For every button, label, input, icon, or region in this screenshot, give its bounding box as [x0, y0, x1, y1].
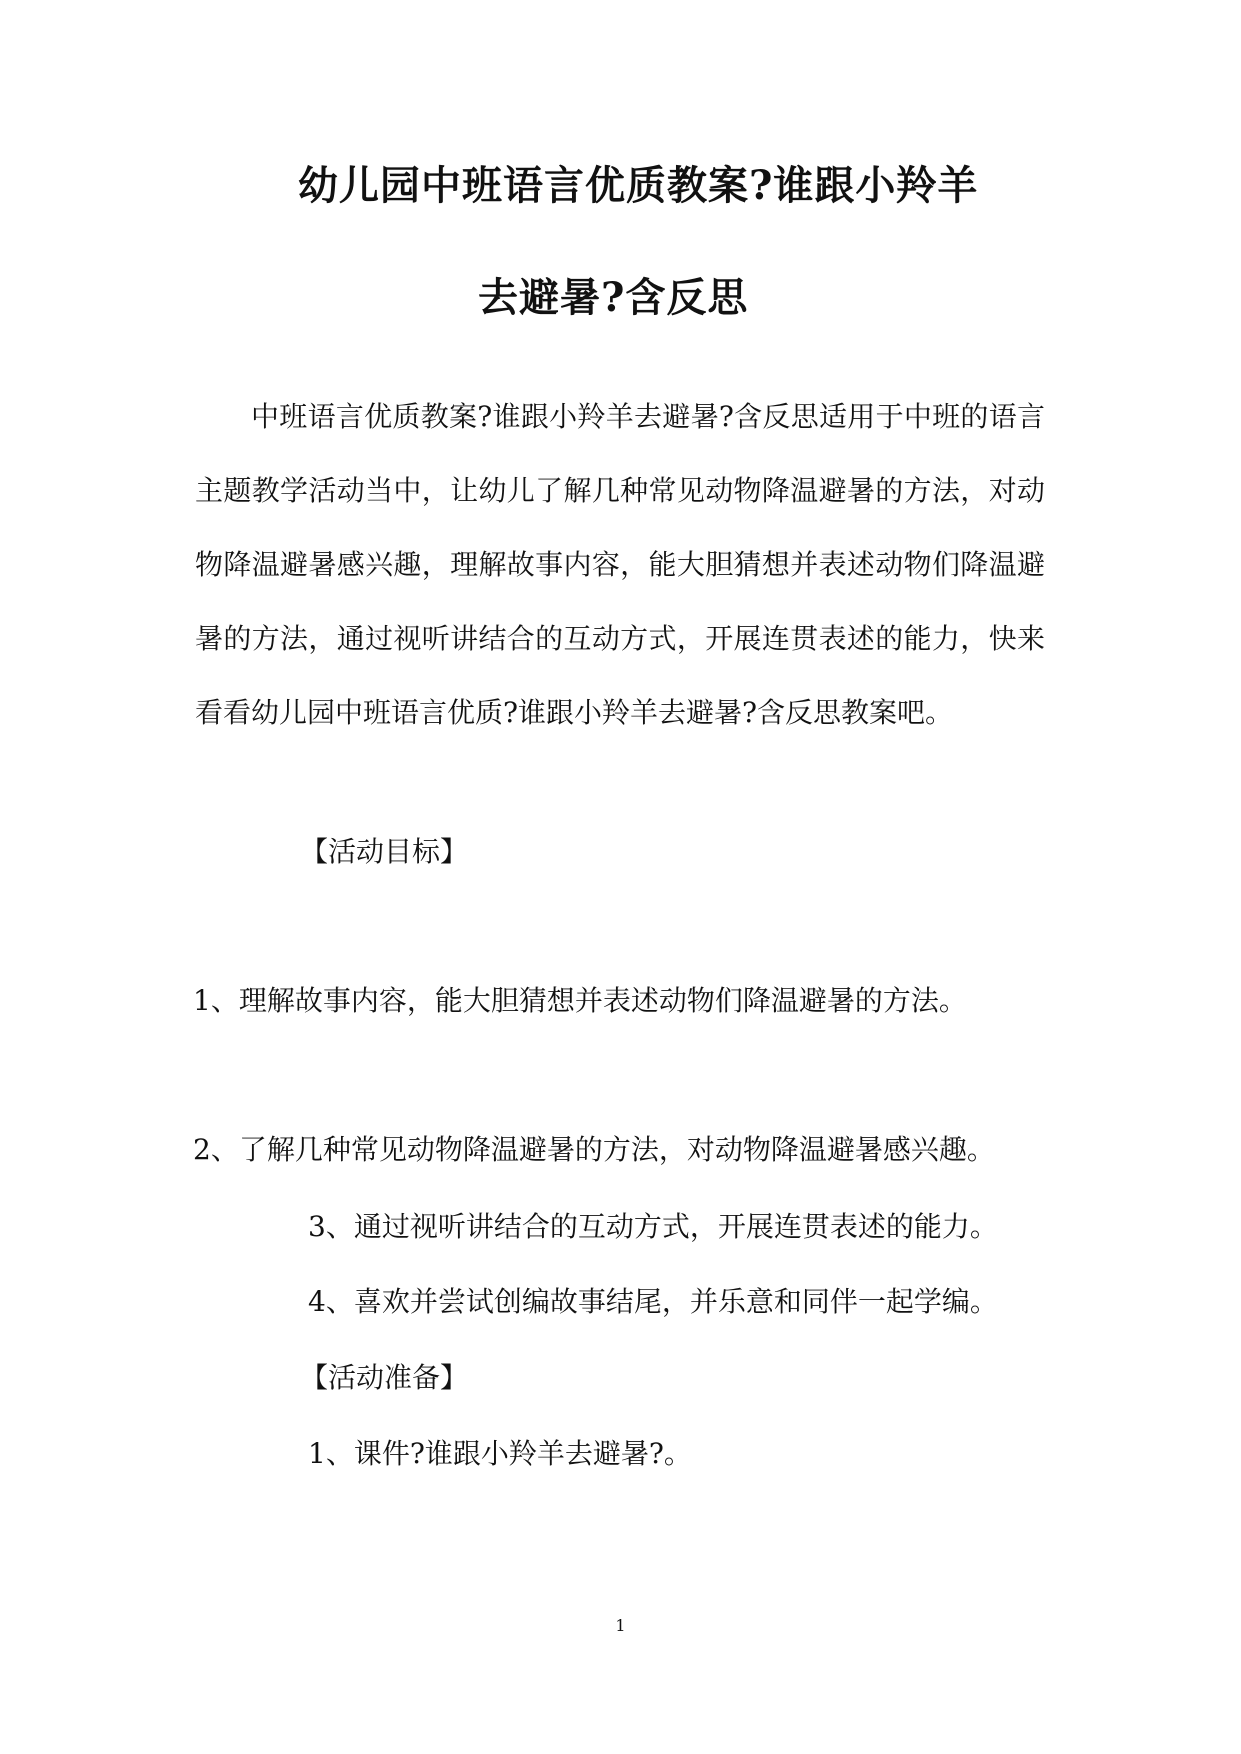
page-number: 1 [615, 1616, 626, 1635]
document-title-line-1: 幼儿园中班语言优质教案?谁跟小羚羊 [298, 162, 979, 209]
goal-item: 3、通过视听讲结合的互动方式，开展连贯表述的能力。 [308, 1210, 998, 1243]
goal-item: 4、喜欢并尝试创编故事结尾，并乐意和同伴一起学编。 [308, 1285, 998, 1318]
goals-heading: 【活动目标】 [300, 835, 469, 868]
prep-item: 1、课件?谁跟小羚羊去避暑?。 [308, 1437, 692, 1470]
goal-item: 1、理解故事内容，能大胆猜想并表述动物们降温避暑的方法。 [193, 984, 967, 1017]
intro-paragraph: 中班语言优质教案?谁跟小羚羊去避暑?含反思适用于中班的语言主题教学活动当中，让幼儿了解几种常见动物降温避暑的方法，对动物降温避暑感兴趣，理解故事内容，能大胆猜想并表述动物们降温避暑的方法，通过视听讲结合的互动方式，开展连贯表述的能力，快来看看幼儿园中班语言优质?谁跟小羚羊去避暑?含反思教案吧。 [195, 400, 1045, 729]
goal-item: 2、了解几种常见动物降温避暑的方法，对动物降温避暑感兴趣。 [193, 1133, 995, 1166]
document-title-line-2: 去避暑?含反思 [478, 274, 749, 321]
prep-heading: 【活动准备】 [300, 1361, 469, 1394]
